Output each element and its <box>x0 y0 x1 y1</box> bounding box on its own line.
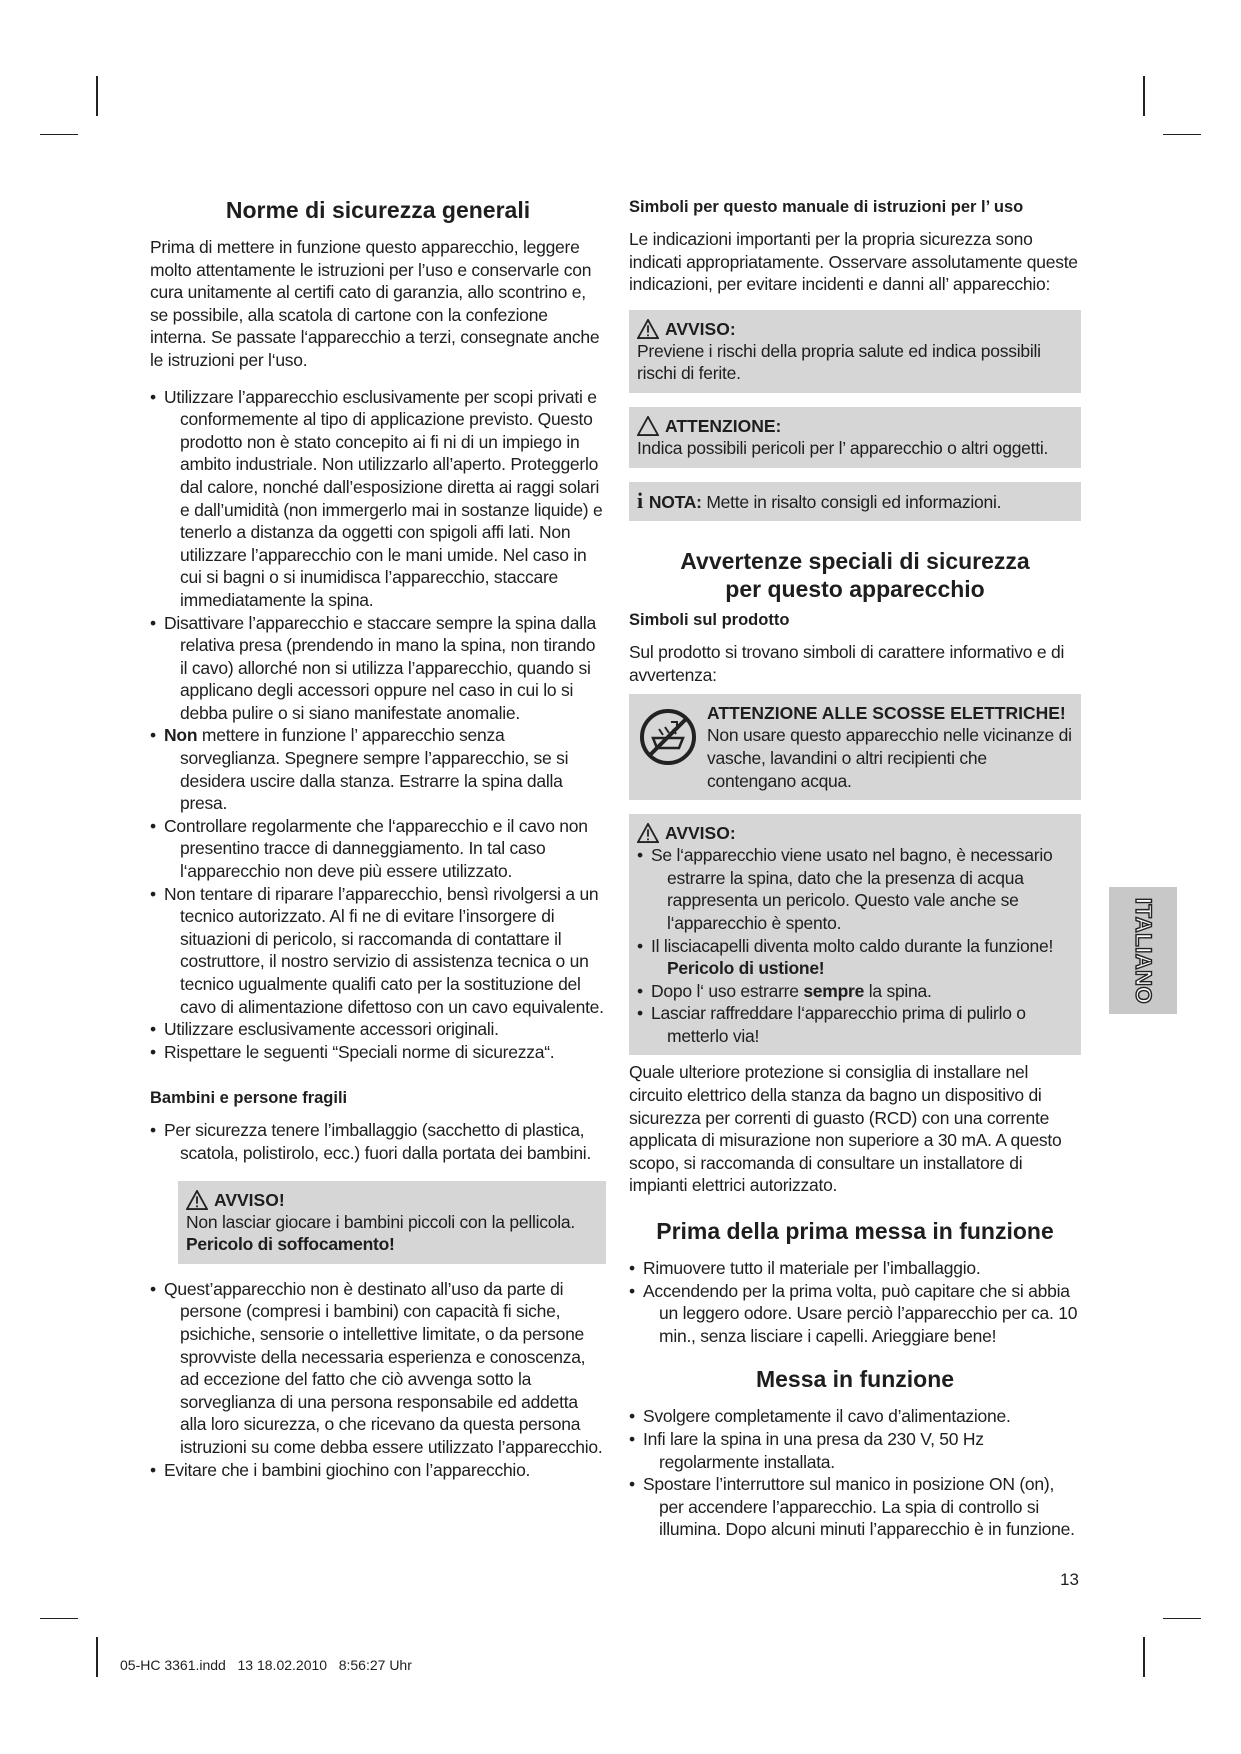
children-list <box>150 1119 606 1164</box>
avviso-list <box>637 844 1073 1047</box>
list-item <box>150 724 606 814</box>
language-tab <box>1109 887 1177 1014</box>
warning-triangle-icon <box>637 319 659 339</box>
electric-label: ATTENZIONE ALLE SCOSSE ELETTRICHE! <box>707 703 1066 724</box>
warning-strong-text: Pericolo di soffocamento! <box>186 1234 395 1255</box>
first-use-title: Prima della prima messa in funzione <box>656 1218 1054 1245</box>
avviso-box <box>629 310 1081 393</box>
right-column <box>629 196 1081 1551</box>
crop-mark <box>1143 76 1145 116</box>
rcd-paragraph: Quale ulteriore protezione si consiglia di installare nel circuito elettrico della stanza da bagno un dispositivo di sicurezza per correnti di guasto (RCD) con una corrente applicata di misurazione non superiore a 30 mA. A questo scopo, si raccomanda di consultare un installatore di impianti elettrici autorizzato. <box>629 1062 1062 1196</box>
safety-list <box>150 386 606 1064</box>
first-use-list <box>629 1257 1081 1347</box>
emphasis-text: sempre <box>803 980 865 1001</box>
list-item: • Spostare l’interruttore sul manico in posizione ON (on), per accendere l’apparecchio. La spia di controllo si illumina. Dopo alcuni minuti l’apparecchio è in funzione. <box>629 1473 1081 1541</box>
crop-mark <box>96 1637 98 1677</box>
warning-text: Non lasciar giocare i bambini piccoli con la pellicola. <box>186 1211 575 1232</box>
list-item-text: Il lisciacapelli diventa molto caldo durante la funzione! <box>651 935 1054 956</box>
crop-mark <box>40 134 78 135</box>
crop-mark <box>1143 1637 1145 1677</box>
avviso-label: AVVISO: <box>665 318 736 339</box>
intro-paragraph: Prima di mettere in funzione questo apparecchio, leggere molto attentamente le istruzioni per l’uso e conservarle con cura unitamente al certifi cato di garanzia, allo scontrino e, se possibile, alla scatola di cartone con la confezione interna. Se passate l‘apparecchio a terzi, consegnate anche le istruzioni per l‘uso. <box>150 237 600 370</box>
emphasis-text: Pericolo di ustione! <box>667 958 825 979</box>
children-heading: Bambini e persone fragili <box>150 1089 348 1108</box>
list-item <box>637 980 1073 1003</box>
print-footer: 05-HC 3361.indd 13 18.02.2010 8:56:27 Uhr <box>120 1657 412 1673</box>
crop-mark <box>1163 1618 1201 1619</box>
nota-label: NOTA: <box>648 491 702 512</box>
warning-triangle-icon <box>637 823 659 843</box>
attenzione-box <box>629 407 1081 468</box>
attenzione-text: Indica possibili pericoli per l’ apparecchio o altri oggetti. <box>637 437 1049 458</box>
special-safety-title <box>629 547 1081 603</box>
list-item: • Quest’apparecchio non è destinato all’uso da parte di persone (compresi i bambini) con capacità fi siche, psichiche, sensorie o intellettive limitate, o da persone sprovviste della necessaria esperienza e conoscenza, ad eccezione del fatto che ciò avvenga sotto la sorveglianza di una persona responsabile ed addetta alla loro sicurezza, o che ricevano da questa persona istruzioni su come debba essere utilizzato l’apparecchio. <box>150 1278 606 1459</box>
avviso-text: Previene i rischi della propria salute ed indica possibili rischi di ferite. <box>637 340 1041 384</box>
list-item: • Svolgere completamente il cavo d’alimentazione. <box>629 1405 1081 1428</box>
electric-warning-box <box>629 694 1081 800</box>
attenzione-label: ATTENZIONE: <box>665 415 782 436</box>
children-list-2 <box>150 1278 606 1481</box>
avviso-bathroom-box <box>629 814 1081 1055</box>
list-item: • Non tentare di riparare l’apparecchio, bensì rivolgersi a un tecnico autorizzato. Al fi ne di evitare l’insorgere di situazioni di pericolo, si raccomanda di contattare il costruttore, il nostro servizio di assistenza tecnica o un tecnico ugualmente qualifi cato per la sostituzione del cavo di alimentazione difettoso con un cavo equivalente. <box>150 883 606 1019</box>
general-safety-title: Norme di sicurezza generali <box>225 197 531 223</box>
list-item <box>637 935 1073 980</box>
no-water-icon <box>639 708 697 766</box>
list-item: • Disattivare l’apparecchio e staccare sempre la spina dalla relativa presa (prendendo in mano la spina, non tirando il cavo) allorché non si utilizza l’apparecchio, quando si applicano degli accessori oppure nel caso in cui lo si debba pulire o si siano manifestate anomalie. <box>150 612 606 725</box>
special-title-line-2: per questo apparecchio <box>725 576 985 603</box>
caution-triangle-icon <box>637 416 659 436</box>
warning-box <box>178 1181 606 1264</box>
language-tab-label: ITALIANO <box>1131 897 1156 1004</box>
list-item-text: Dopo l‘ uso estrarre <box>651 980 804 1001</box>
warning-triangle-icon <box>186 1190 208 1210</box>
special-title-line-1: Avvertenze speciali di sicurezza <box>680 548 1030 575</box>
list-item: • Lasciar raffreddare l‘apparecchio prima di pulirlo o metterlo via! <box>637 1002 1073 1047</box>
left-column <box>150 196 606 1491</box>
list-item: • Infi lare la spina in una presa da 230 V, 50 Hz regolarmente installata. <box>629 1428 1081 1473</box>
list-item: • Controllare regolarmente che l‘apparecchio e il cavo non presentino tracce di danneggiamento. In tal caso l‘apparecchio non deve più essere utilizzato. <box>150 815 606 883</box>
avviso-label: AVVISO: <box>665 823 736 844</box>
operation-title: Messa in funzione <box>755 1366 955 1393</box>
list-item: • Utilizzare l’apparecchio esclusivamente per scopi privati e conformemente al tipo di applicazione previsto. Questo prodotto non è stato concepito ai fi ni di un impiego in ambito industriale. Non utilizzarlo all’aperto. Proteggerlo dal calore, nonché dall’esposizione diretta ai raggi solari e dall’umidità (non immergerlo mai in sostanze liquide) e tenerlo a distanza da oggetti con spigoli affi lati. Non utilizzare l’apparecchio con le mani umide. Nel caso in cui si bagni o si inumidisca l’apparecchio, staccare immediatamente la spina. <box>150 386 606 612</box>
info-icon: i <box>637 487 643 513</box>
list-item: • Rispettare le seguenti “Speciali norme di sicurezza“. <box>150 1041 606 1064</box>
crop-mark <box>40 1618 78 1619</box>
warning-label: AVVISO! <box>214 1189 285 1210</box>
symbols-heading: Simboli per questo manuale di istruzioni per l’ uso <box>629 198 1024 216</box>
crop-mark <box>1163 134 1201 135</box>
list-item: • Accendendo per la prima volta, può capitare che si abbia un leggero odore. Usare perciò l’apparecchio per ca. 10 min., senza lisciare i capelli. Arieggiare bene! <box>629 1280 1081 1348</box>
list-item: • Rimuovere tutto il materiale per l’imballaggio. <box>629 1257 1081 1280</box>
operation-list <box>629 1405 1081 1541</box>
nota-box <box>629 482 1081 522</box>
symbols-intro: Le indicazioni importanti per la propria sicurezza sono indicati appropriatamente. Osservare assolutamente queste indicazioni, per evitare incidenti e danni all’ apparecchio: <box>629 229 1078 295</box>
list-item: • Se l‘apparecchio viene usato nel bagno, è necessario estrarre la spina, dato che la presenza di acqua rappresenta un pericolo. Questo vale anche se l‘apparecchio è spento. <box>637 844 1073 934</box>
list-item: • Per sicurezza tenere l’imballaggio (sacchetto di plastica, scatola, polistirolo, ecc.) fuori dalla portata dei bambini. <box>150 1119 606 1164</box>
product-symbols-heading: Simboli sul prodotto <box>629 611 790 630</box>
crop-mark <box>96 76 98 116</box>
emphasis-text: Non <box>164 725 198 746</box>
nota-text: Mette in risalto consigli ed informazioni. <box>701 491 1002 512</box>
list-item: • Utilizzare esclusivamente accessori originali. <box>150 1018 606 1041</box>
electric-text: Non usare questo apparecchio nelle vicinanze di vasche, lavandini o altri recipienti che contengano acqua. <box>707 725 1072 791</box>
page-number: 13 <box>1060 1570 1079 1589</box>
list-item-text: la spina. <box>864 980 932 1001</box>
list-item-text: mettere in funzione l’ apparecchio senza sorveglianza. Spegnere sempre l’apparecchio, se si desidera uscire dalla stanza. Estrarre la spina dalla presa. <box>180 725 569 814</box>
list-item: • Evitare che i bambini giochino con l’apparecchio. <box>150 1459 606 1482</box>
product-symbols-intro: Sul prodotto si trovano simboli di carattere informativo e di avvertenza: <box>629 642 1065 685</box>
